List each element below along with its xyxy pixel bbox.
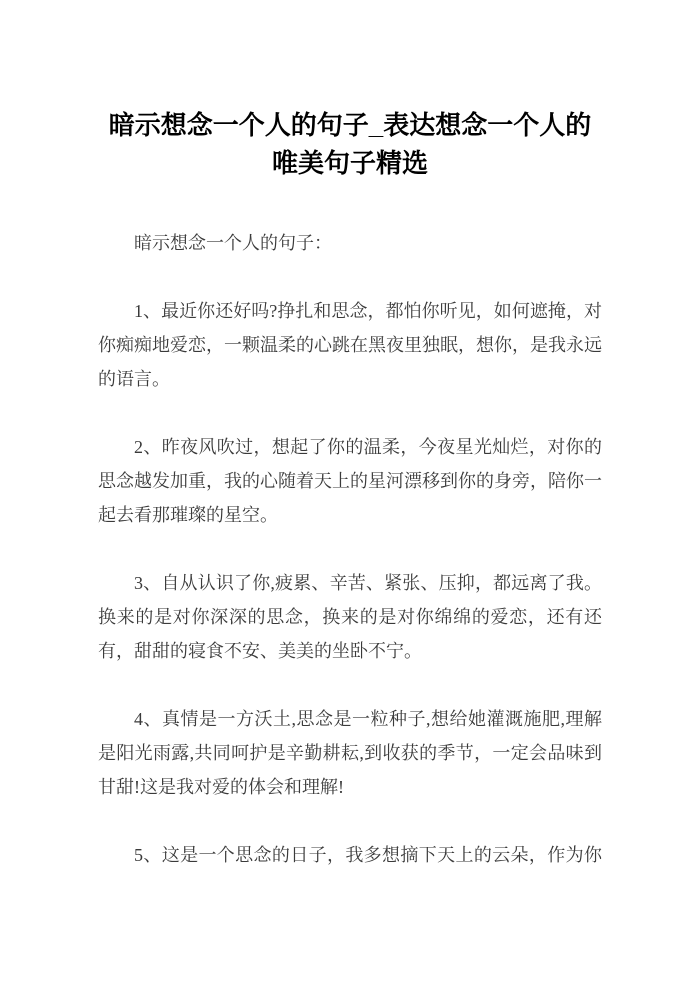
- intro-paragraph: 暗示想念一个人的句子：: [134, 233, 332, 253]
- sentence-paragraph-2: 2、昨夜风吹过，想起了你的温柔，今夜星光灿烂，对你的思念越发加重，我的心随着天上的星河漂移到你的身旁，陪你一起去看那璀璨的星空。: [98, 437, 602, 525]
- sentence-paragraph-1: 1、最近你还好吗?挣扎和思念，都怕你听见，如何遮掩，对你痴痴地爱恋，一颗温柔的心跳在黑夜里独眠，想你，是我永远的语言。: [98, 301, 602, 389]
- page-title: 暗示想念一个人的句子_表达想念一个人的唯美句子精选: [108, 110, 592, 178]
- document-body: [98, 226, 602, 872]
- sentence-paragraph-3: 3、自从认识了你,疲累、辛苦、紧张、压抑，都远离了我。换来的是对你深深的思念，换来的是对你绵绵的爱恋，还有还有，甜甜的寝食不安、美美的坐卧不宁。: [98, 573, 602, 661]
- sentence-paragraph-4: 4、真情是一方沃土,思念是一粒种子,想给她灌溉施肥,理解是阳光雨露,共同呵护是辛勤耕耘,到收获的季节，一定会品味到甘甜!这是我对爱的体会和理解!: [98, 709, 602, 797]
- sentence-paragraph-5: 5、这是一个思念的日子，我多想摘下天上的云朵，作为你: [134, 845, 602, 865]
